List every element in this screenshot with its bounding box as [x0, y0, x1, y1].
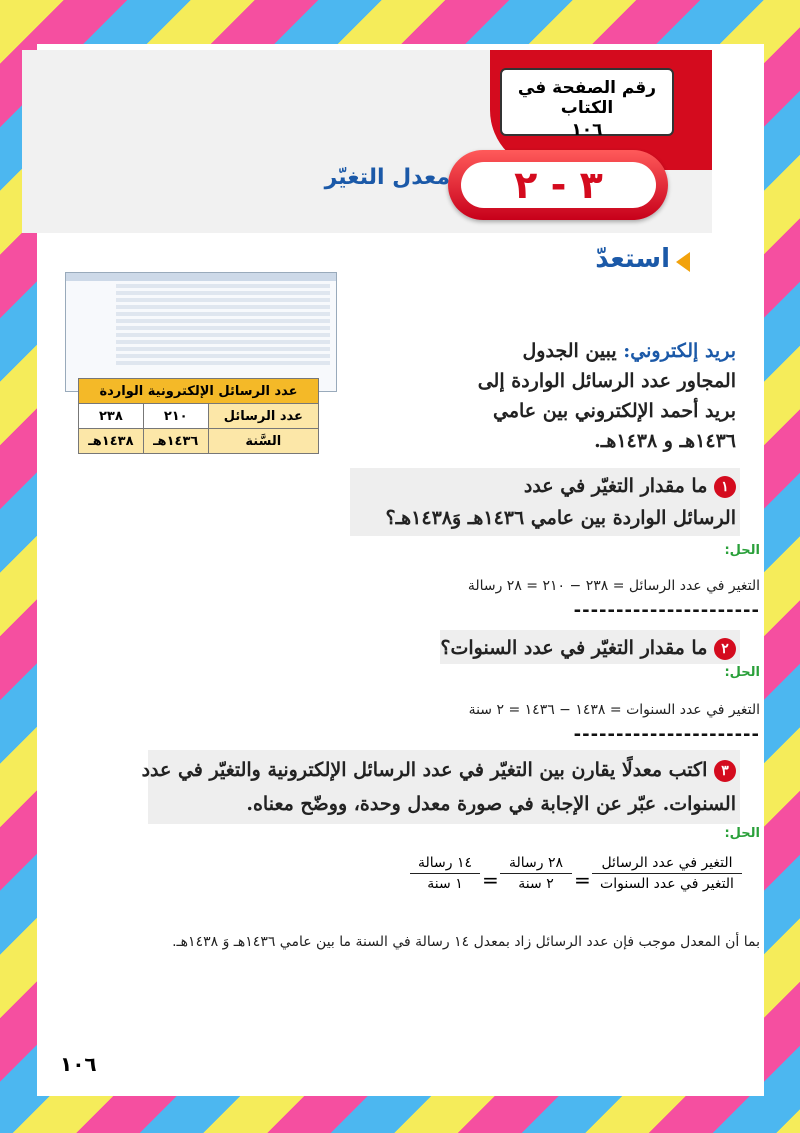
- book-page-number: ١٠٦: [571, 120, 603, 140]
- q1-line1: ما مقدار التغيّر في عدد: [523, 475, 708, 497]
- fraction-denominator: ١ سنة: [427, 876, 463, 892]
- divider-dashes: ----------------------: [573, 724, 760, 745]
- table-cell: ١٤٣٨هـ: [79, 429, 144, 454]
- q1-answer: التغير في عدد الرسائل = ٢٣٨ − ٢١٠ = ٢٨ رسالة: [467, 578, 760, 594]
- intro-lead: بريد إلكتروني:: [623, 340, 736, 362]
- question-number-badge: ٣: [714, 760, 736, 782]
- solution-label: الحل:: [724, 543, 760, 558]
- fraction-28-2: [500, 853, 572, 894]
- lesson-title: معدل التغيّر: [324, 165, 450, 190]
- email-screenshot-image: [65, 272, 337, 392]
- section-arrow-icon: [676, 252, 690, 272]
- intro-line1: يبين الجدول: [522, 340, 617, 362]
- fraction-numerator: ٢٨ رسالة: [500, 853, 572, 874]
- section-title: استعدّ: [595, 244, 670, 274]
- table-row-label: السَّنة: [208, 429, 318, 454]
- intro-line4: ١٤٣٦هـ و ١٤٣٨هـ.: [594, 430, 736, 452]
- intro-paragraph: [356, 336, 736, 456]
- book-page-label: رقم الصفحة في الكتاب: [517, 78, 657, 118]
- equals-sign: =: [574, 868, 591, 892]
- q3-line2: السنوات. عبّر عن الإجابة في صورة معدل وحدة، ووضّح معناه.: [246, 793, 736, 815]
- lesson-number: ٣ - ٢: [514, 163, 603, 207]
- intro-line3: بريد أحمد الإلكتروني بين عامي: [492, 400, 736, 422]
- fraction-numerator: ١٤ رسالة: [410, 853, 480, 874]
- q2-answer: التغير في عدد السنوات = ١٤٣٨ − ١٤٣٦ = ٢ سنة: [468, 702, 760, 718]
- table-cell: ١٤٣٦هـ: [143, 429, 208, 454]
- q2-text: ما مقدار التغيّر في عدد السنوات؟: [440, 637, 708, 659]
- question-2: [376, 633, 736, 663]
- table-title: عدد الرسائل الإلكترونية الواردة: [79, 379, 319, 404]
- question-3: [136, 753, 736, 821]
- fraction-numerator: التغير في عدد الرسائل: [592, 853, 742, 874]
- equals-sign: =: [482, 868, 499, 892]
- q3-conclusion: بما أن المعدل موجب فإن عدد الرسائل زاد بمعدل ١٤ رسالة في السنة ما بين عامي ١٤٣٦هـ وَ ١٤٣٨هـ.: [172, 934, 760, 950]
- page-number: ١٠٦: [60, 1052, 97, 1076]
- fraction-denominator: ٢ سنة: [518, 876, 554, 892]
- solution-label: الحل:: [724, 826, 760, 841]
- q3-line1: اكتب معدلًا يقارن بين التغيّر في عدد الرسائل الإلكترونية والتغيّر في عدد: [141, 759, 708, 781]
- q1-line2: الرسائل الواردة بين عامي ١٤٣٦هـ وَ١٤٣٨هـ؟: [385, 507, 736, 529]
- intro-line2: المجاور عدد الرسائل الواردة إلى: [477, 370, 736, 392]
- book-page-box: [500, 68, 674, 140]
- question-number-badge: ١: [714, 476, 736, 498]
- emails-table: [78, 378, 319, 454]
- table-cell: ٢٣٨: [79, 404, 144, 429]
- fraction-14-1: [410, 853, 480, 894]
- table-row-label: عدد الرسائل: [208, 404, 318, 429]
- solution-label: الحل:: [724, 665, 760, 680]
- divider-dashes: ----------------------: [573, 600, 760, 621]
- fraction-words: [592, 853, 742, 894]
- table-cell: ٢١٠: [143, 404, 208, 429]
- question-1: [336, 470, 736, 534]
- question-number-badge: ٢: [714, 638, 736, 660]
- fraction-denominator: التغير في عدد السنوات: [600, 876, 734, 892]
